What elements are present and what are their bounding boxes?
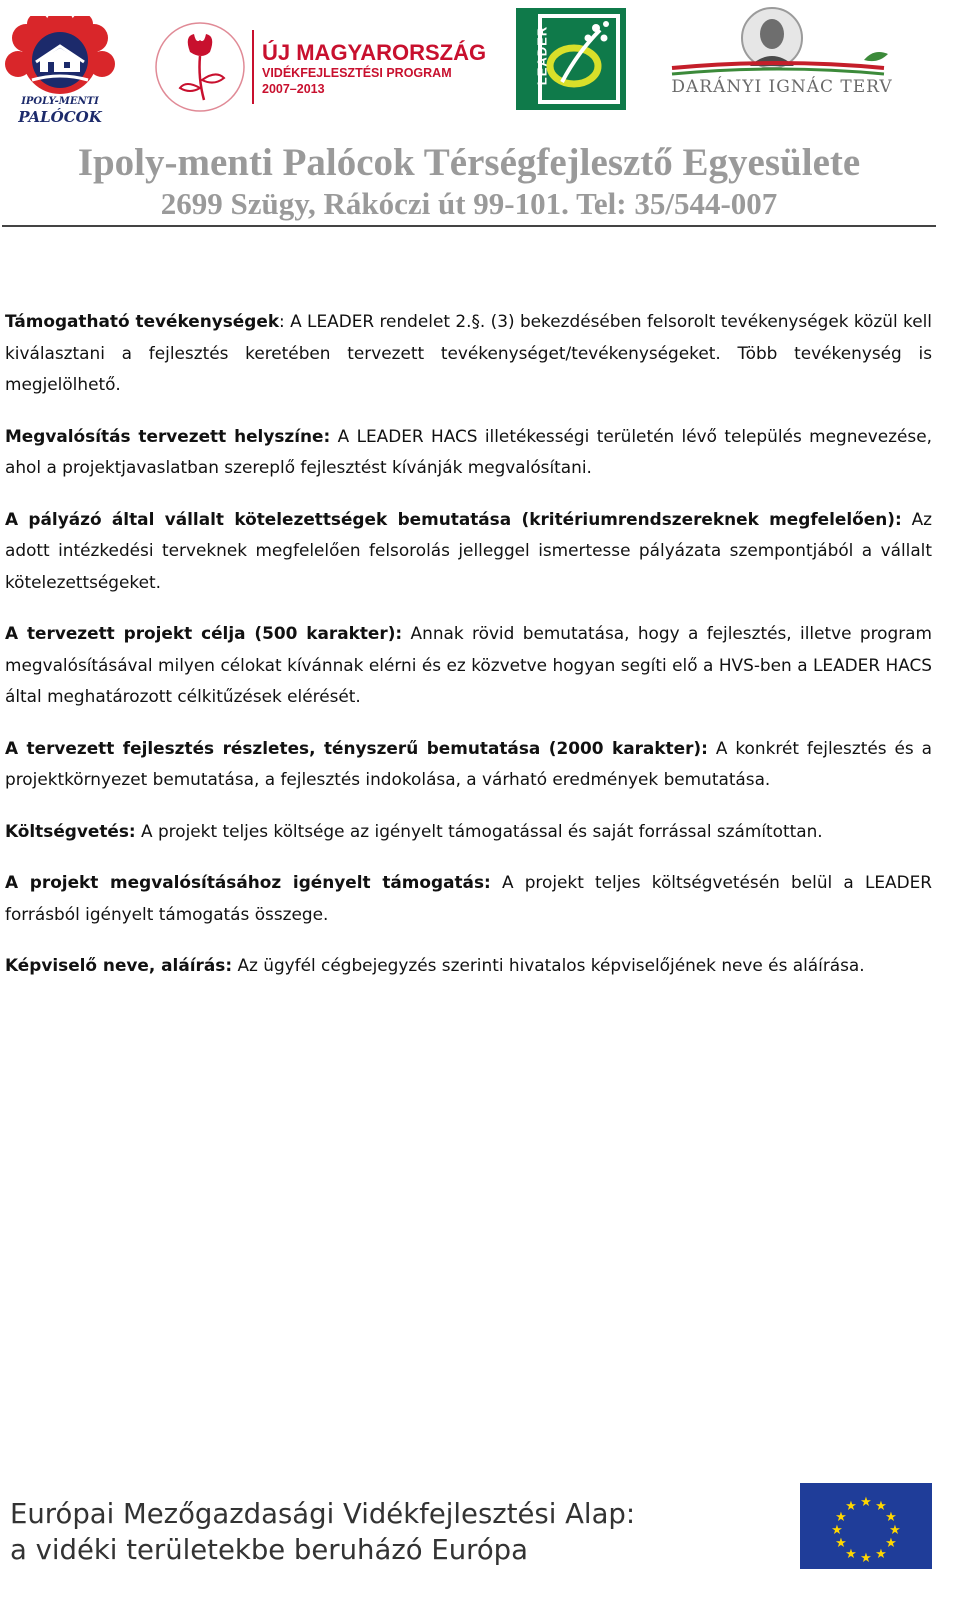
paragraph-text: A LEADER HACS illetékességi területén lévő település megnevezése, ahol a projektjavaslatban szereplő fejlesztést kívánják megvalósítani. [5, 425, 932, 477]
svg-text:★: ★ [885, 1536, 897, 1551]
paragraph-text: A konkrét fejlesztés és a projektkörnyezet bemutatása, a fejlesztés indokolása, a várható eredmények bemutatása. [5, 737, 933, 789]
organization-name: Ipoly-menti Palócok Térségfejlesztő Egyesülete [77, 141, 861, 184]
uj-magyarorszag-subtitle: VIDÉKFEJLESZTÉSI PROGRAM [262, 66, 452, 80]
uj-magyarorszag-logo [152, 22, 487, 112]
eu-stars-icon [800, 1483, 932, 1569]
svg-text:★: ★ [835, 1536, 847, 1551]
svg-text:★: ★ [885, 1510, 897, 1525]
svg-text:★: ★ [845, 1499, 857, 1514]
uj-magyarorszag-years: 2007–2013 [262, 82, 325, 96]
paragraph-label: A tervezett fejlesztés részletes, tényszerű bemutatása (2000 karakter): [5, 737, 708, 758]
daranyi-logo [668, 4, 896, 104]
paragraph-text: Annak rövid bemutatása, hogy a fejlesztés, illetve program megvalósításával milyen célokat kívánnak elérni és ez közvetve hogyan segíti elő a HVS-ben a LEADER HACS által meghatározott célkitűzések elérését. [5, 623, 932, 706]
paragraph-helyszin [5, 421, 932, 484]
paragraph-label: A tervezett projekt célja (500 karakter): [5, 623, 403, 643]
footer-slogan-line2: a vidéki területekbe beruházó Európa [10, 1534, 528, 1566]
paragraph-label: Támogatható tevékenységek [5, 311, 280, 331]
svg-text:★: ★ [835, 1510, 847, 1525]
header-logos [0, 0, 960, 140]
svg-text:★: ★ [875, 1499, 887, 1514]
svg-text:★: ★ [889, 1523, 901, 1538]
svg-text:★: ★ [860, 1551, 872, 1566]
paragraph-label: A projekt megvalósításához igényelt támogatás: [5, 872, 491, 892]
uj-magyarorszag-title: ÚJ MAGYARORSZÁG [262, 40, 487, 65]
svg-text:★: ★ [860, 1495, 872, 1510]
paragraph-kepviselo [5, 950, 932, 982]
leader-logo-text: LEADER [534, 25, 550, 86]
tulip-emblem-icon [152, 22, 256, 112]
palocok-logo-line1: IPOLY-MENTI [21, 96, 99, 107]
leader-emblem-icon [516, 8, 626, 110]
palocok-logo-line2: PALÓCOK [18, 108, 102, 126]
paragraph-text: Az adott intézkedési terveknek megfelelően felsorolás jelleggel ismertesse pályázata szempontjából a vállalt kötelezettségeket. [5, 508, 932, 592]
footer-slogan [10, 1496, 790, 1568]
paragraph-label: Képviselő neve, aláírás: [5, 955, 233, 975]
organization-address: 2699 Szügy, Rákóczi út 99-101. Tel: 35/544-007 [160, 186, 778, 221]
paragraph-label: Megvalósítás tervezett helyszíne: [5, 425, 331, 446]
paragraph-koltsegvetes [5, 816, 932, 848]
svg-text:★: ★ [831, 1523, 843, 1538]
palocok-logo [4, 16, 116, 128]
svg-text:★: ★ [845, 1547, 857, 1562]
header-divider [2, 225, 936, 227]
paragraph-fejlesztes-bemutatasa [5, 733, 932, 796]
paragraph-text: A LEADER rendelet 2.§. (3) bekezdésében felsorolt tevékenységek közül kell kiválasztani a fejlesztés keretében tervezett tevékenységet/tevékenységeket. Több tevékenység is megjelölhető. [5, 311, 932, 394]
paragraph-label: A pályázó által vállalt kötelezettségek bemutatása (kritériumrendszereknek megfelelően): [5, 508, 902, 529]
paragraph-tamogathato [5, 306, 932, 401]
portrait-emblem-icon [668, 4, 896, 76]
footer-slogan-line1: Európai Mezőgazdasági Vidékfejlesztési Alap: [10, 1498, 636, 1530]
paragraph-text: A projekt teljes költsége az igényelt támogatással és saját forrással számítottan. [135, 820, 823, 841]
eu-flag [800, 1483, 932, 1569]
daranyi-logo-text: DARÁNYI IGNÁC TERV [671, 77, 893, 97]
paragraph-label: Költségvetés: [5, 820, 136, 841]
palocok-emblem-icon [4, 16, 116, 96]
leader-logo [516, 8, 626, 110]
document-body [5, 306, 932, 1002]
paragraph-igenyelt-tamogatas [5, 867, 932, 930]
paragraph-text: Az ügyfél cégbejegyzés szerinti hivatalos képviselőjének neve és aláírása. [232, 955, 865, 975]
paragraph-separator: : [279, 311, 285, 331]
paragraph-projekt-celja [5, 618, 932, 713]
paragraph-text: A projekt teljes költségvetésén belül a LEADER forrásból igényelt támogatás összege. [5, 872, 932, 924]
paragraph-kotelezettsegek [5, 504, 932, 599]
svg-text:★: ★ [875, 1547, 887, 1562]
